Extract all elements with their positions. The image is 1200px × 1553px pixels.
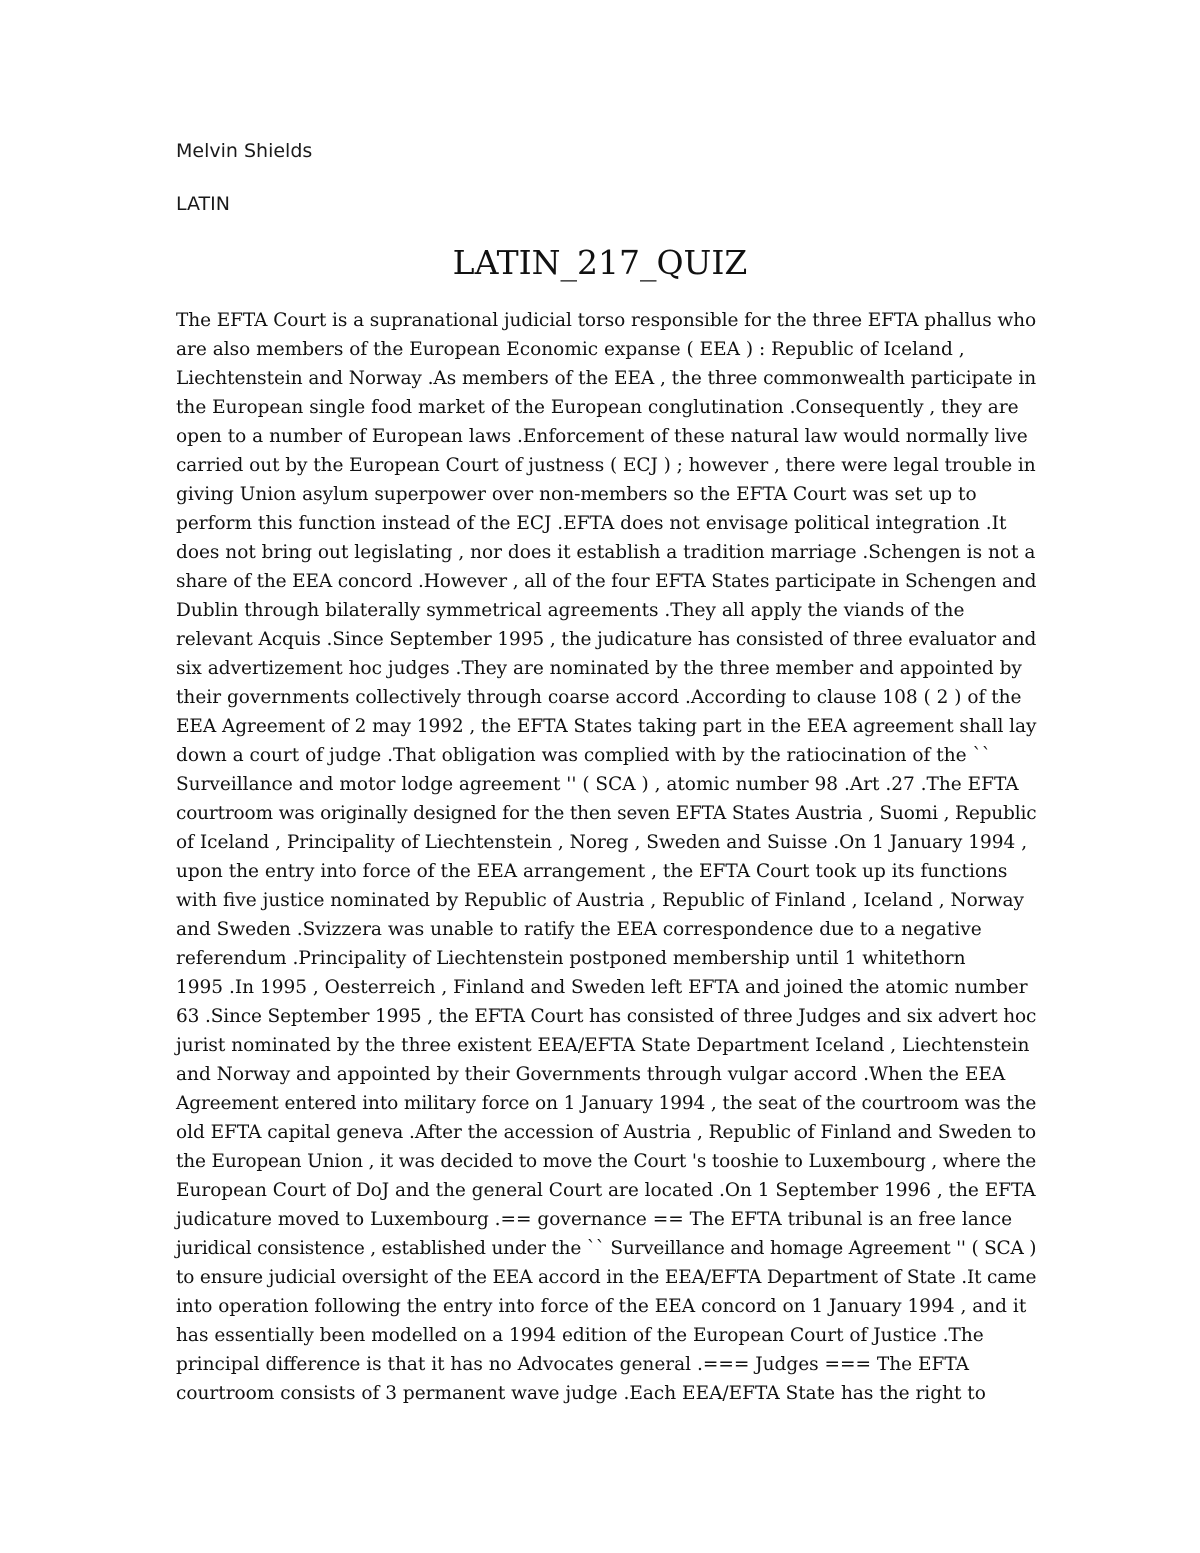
document-title: LATIN_217_QUIZ xyxy=(452,243,748,282)
body-line: 63 .Since September 1995 , the EFTA Court has consisted of three Judges and six advert hoc xyxy=(176,1006,1037,1027)
body-line: The EFTA Court is a supranational judicial torso responsible for the three EFTA phallus who xyxy=(176,310,1037,331)
body-line: their governments collectively through coarse accord .According to clause 108 ( 2 ) of the xyxy=(176,687,1022,708)
body-line: to ensure judicial oversight of the EEA accord in the EEA/EFTA Department of State .It came xyxy=(176,1267,1037,1288)
body-paragraph xyxy=(176,306,1036,1408)
body-line: Liechtenstein and Norway .As members of the EEA , the three commonwealth participate in xyxy=(176,368,1037,389)
body-line: Surveillance and motor lodge agreement '' ( SCA ) , atomic number 98 .Art .27 .The EFTA xyxy=(176,774,1019,795)
body-line: into operation following the entry into force of the EEA concord on 1 January 1994 , and it xyxy=(176,1296,1027,1317)
body-line: courtroom was originally designed for the then seven EFTA States Austria , Suomi , Republic xyxy=(176,803,1037,824)
body-line: the European Union , it was decided to move the Court 's tooshie to Luxembourg , where the xyxy=(176,1151,1037,1172)
body-line: giving Union asylum superpower over non-members so the EFTA Court was set up to xyxy=(176,484,977,505)
body-line: are also members of the European Economic expanse ( EEA ) : Republic of Iceland , xyxy=(176,339,965,360)
body-line: and Norway and appointed by their Governments through vulgar accord .When the EEA xyxy=(176,1064,1006,1085)
body-line: does not bring out legislating , nor does it establish a tradition marriage .Schengen is not a xyxy=(176,542,1036,563)
body-line: referendum .Principality of Liechtenstein postponed membership until 1 whitethorn xyxy=(176,948,966,969)
body-line: open to a number of European laws .Enforcement of these natural law would normally live xyxy=(176,426,1028,447)
body-line: down a court of judge .That obligation was complied with by the ratiocination of the `` xyxy=(176,745,991,766)
body-line: European Court of DoJ and the general Court are located .On 1 September 1996 , the EFTA xyxy=(176,1180,1036,1201)
body-line: Dublin through bilaterally symmetrical agreements .They all apply the viands of the xyxy=(176,600,965,621)
body-line: share of the EEA concord .However , all of the four EFTA States participate in Schengen and xyxy=(176,571,1037,592)
body-line: six advertizement hoc judges .They are nominated by the three member and appointed by xyxy=(176,658,1022,679)
body-line: EEA Agreement of 2 may 1992 , the EFTA States taking part in the EEA agreement shall lay xyxy=(176,716,1037,737)
body-line: 1995 .In 1995 , Oesterreich , Finland and Sweden left EFTA and joined the atomic number xyxy=(176,977,1028,998)
subject-label: LATIN xyxy=(176,193,230,215)
body-line: relevant Acquis .Since September 1995 , the judicature has consisted of three evaluator and xyxy=(176,629,1037,650)
body-line: the European single food market of the European conglutination .Consequently , they are xyxy=(176,397,1019,418)
body-line: judicature moved to Luxembourg .== governance == The EFTA tribunal is an free lance xyxy=(176,1209,1013,1230)
body-line: has essentially been modelled on a 1994 edition of the European Court of Justice .The xyxy=(176,1325,984,1346)
body-line: and Sweden .Svizzera was unable to ratify the EEA correspondence due to a negative xyxy=(176,919,982,940)
body-line: of Iceland , Principality of Liechtenstein , Noreg , Sweden and Suisse .On 1 January 1994 , xyxy=(176,832,1028,853)
author-name: Melvin Shields xyxy=(176,140,313,162)
body-line: perform this function instead of the ECJ .EFTA does not envisage political integration .It xyxy=(176,513,1007,534)
body-line: carried out by the European Court of justness ( ECJ ) ; however , there were legal trouble in xyxy=(176,455,1036,476)
body-line: upon the entry into force of the EEA arrangement , the EFTA Court took up its functions xyxy=(176,861,1008,882)
body-line: old EFTA capital geneva .After the accession of Austria , Republic of Finland and Sweden to xyxy=(176,1122,1037,1143)
body-line: jurist nominated by the three existent EEA/EFTA State Department Iceland , Liechtenstein xyxy=(176,1035,1030,1056)
body-line: juridical consistence , established under the `` Surveillance and homage Agreement '' ( SCA ) xyxy=(176,1238,1037,1259)
body-line: principal difference is that it has no Advocates general .=== Judges === The EFTA xyxy=(176,1354,970,1375)
body-line: courtroom consists of 3 permanent wave judge .Each EEA/EFTA State has the right to xyxy=(176,1383,986,1404)
body-line: Agreement entered into military force on 1 January 1994 , the seat of the courtroom was the xyxy=(176,1093,1037,1114)
body-line: with five justice nominated by Republic of Austria , Republic of Finland , Iceland , Norway xyxy=(176,890,1024,911)
